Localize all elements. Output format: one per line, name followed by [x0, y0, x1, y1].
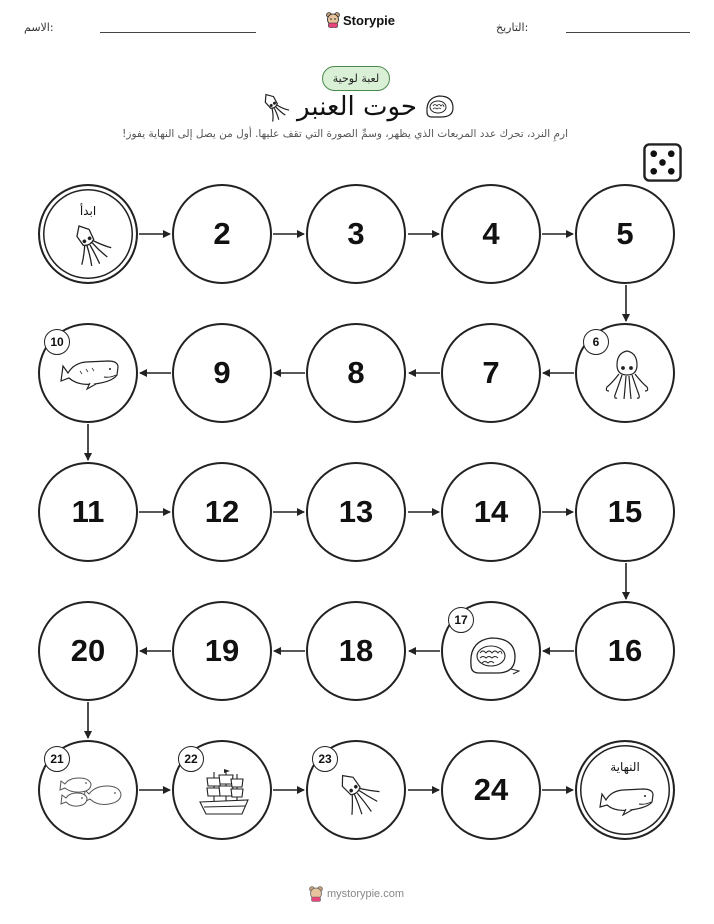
- board-space-24[interactable]: [441, 740, 541, 840]
- sperm-whale-icon: [599, 786, 655, 816]
- space-number: 11: [71, 494, 105, 529]
- board-space-13[interactable]: [306, 462, 406, 562]
- space-badge-22: 22: [178, 746, 204, 772]
- board-space-finish[interactable]: [575, 740, 675, 840]
- board-space-14[interactable]: [441, 462, 541, 562]
- board-space-12[interactable]: [172, 462, 272, 562]
- squid-icon: [330, 770, 386, 818]
- board-space-18[interactable]: [306, 601, 406, 701]
- space-number: 13: [338, 494, 374, 529]
- space-number: 4: [482, 216, 500, 251]
- space-number: 24: [473, 772, 509, 807]
- space-number: 16: [607, 633, 643, 668]
- space-badge-17: 17: [448, 607, 474, 633]
- name-label: الاسم:: [24, 21, 54, 34]
- board-space-16[interactable]: [575, 601, 675, 701]
- start-label: ابدأ: [79, 204, 97, 218]
- board-space-start[interactable]: [38, 184, 138, 284]
- space-badge-6: 6: [583, 329, 609, 355]
- instructions: ارمِ النرد، تحرك عدد المربعات الذي يظهر، وسمِّ الصورة التي تقف عليها. أول من يصل إلى النهاية يفوز!: [122, 128, 568, 140]
- board-space-3[interactable]: [306, 184, 406, 284]
- board-space-20[interactable]: [38, 601, 138, 701]
- space-number: 5: [616, 216, 634, 251]
- bear-icon: [309, 886, 323, 902]
- whale-pod-icon: [57, 772, 123, 812]
- board-space-8[interactable]: [306, 323, 406, 423]
- space-number: 19: [204, 633, 240, 668]
- footer-url[interactable]: mystorypie.com: [327, 888, 405, 900]
- space-number: 14: [473, 494, 509, 529]
- space-number: 18: [338, 633, 374, 668]
- space-number: 9: [213, 355, 231, 390]
- board-space-2[interactable]: [172, 184, 272, 284]
- board-space-7[interactable]: [441, 323, 541, 423]
- board-space-4[interactable]: [441, 184, 541, 284]
- space-badge-10: 10: [44, 329, 70, 355]
- space-number: 8: [347, 355, 365, 390]
- sperm-whale-icon: [60, 357, 120, 391]
- date-label: التاريخ:: [496, 21, 529, 34]
- space-number: 20: [70, 633, 106, 668]
- squid-icon: [67, 222, 113, 268]
- space-badge-21: 21: [44, 746, 70, 772]
- board-space-11[interactable]: [38, 462, 138, 562]
- page-title: حوت العنبر: [297, 92, 417, 122]
- ship-icon: [198, 768, 250, 818]
- squid-icon: [604, 349, 650, 401]
- brand-name: Storypie: [343, 12, 396, 28]
- finish-label: النهاية: [610, 760, 640, 774]
- space-badge-23: 23: [312, 746, 338, 772]
- space-number: 12: [204, 494, 240, 529]
- board-space-5[interactable]: [575, 184, 675, 284]
- space-number: 3: [347, 216, 365, 251]
- space-number: 7: [482, 355, 500, 390]
- board-space-19[interactable]: [172, 601, 272, 701]
- board-space-15[interactable]: [575, 462, 675, 562]
- space-number: 2: [213, 216, 231, 251]
- footer: [309, 886, 404, 902]
- board-space-9[interactable]: [172, 323, 272, 423]
- game-type-tag: لعبة لوحية: [322, 66, 390, 91]
- space-number: 15: [607, 494, 643, 529]
- ambergris-icon: [467, 633, 521, 677]
